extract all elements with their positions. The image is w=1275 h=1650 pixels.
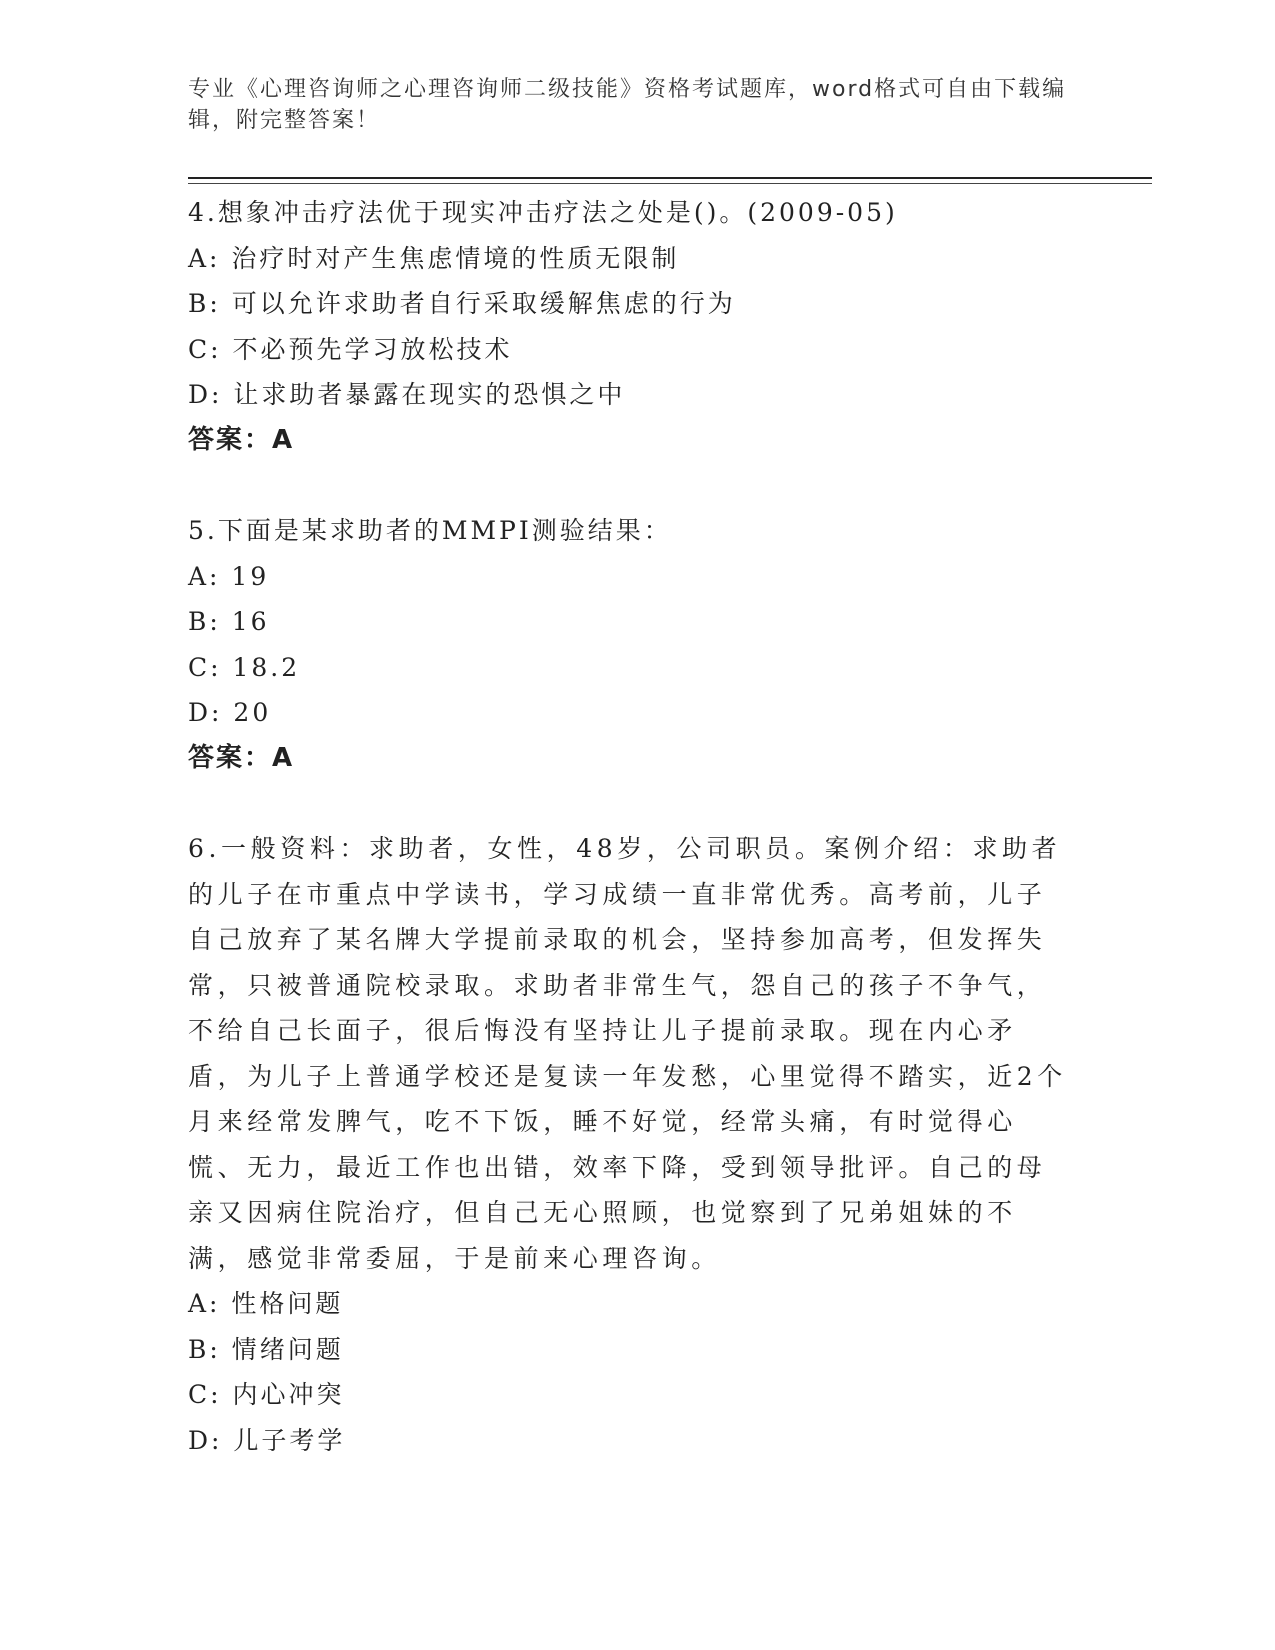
spacer [188,781,1068,826]
question-4 [188,190,1068,463]
option-b: B: 可以允许求助者自行采取缓解焦虑的行为 [188,289,736,318]
option-b: B: 16 [188,607,270,636]
header-divider-thin [188,183,1152,184]
document-header: 专业《心理咨询师之心理咨询师二级技能》资格考试题库，word格式可自由下载编辑，附完整答案！ [188,77,1067,133]
answer-label: 答案：A [188,424,295,455]
option-c: C: 18.2 [188,652,301,682]
question-list [188,190,1068,1463]
option-d: D: 让求助者暴露在现实的恐惧之中 [188,380,626,409]
option-d: D: 儿子考学 [188,1425,346,1455]
question-stem: 5.下面是某求助者的MMPI测验结果： [188,516,672,545]
option-a: A: 19 [188,561,270,591]
question-5 [188,508,1068,781]
question-stem: 4.想象冲击疗法优于现实冲击疗法之处是()。(2009-05) [188,198,898,227]
option-d: D: 20 [188,698,272,727]
option-a: A: 性格问题 [188,1289,344,1318]
option-c: C: 不必预先学习放松技术 [188,334,513,364]
question-6 [188,826,1068,1463]
option-b: B: 情绪问题 [188,1334,344,1364]
option-c: C: 内心冲突 [188,1380,345,1409]
header-divider-thick [188,177,1152,179]
question-stem: 6.一般资料：求助者，女性，48岁，公司职员。案例介绍：求助者的儿子在市重点中学读书，学习成绩一直非常优秀。高考前，儿子自己放弃了某名牌大学提前录取的机会，坚持参加高考，但发挥失常，只被普通院校录取。求助者非常生气，怨自己的孩子不争气，不给自己长面子，很后悔没有坚持让儿子提前录取。现在内心矛盾，为儿子上普通学校还是复读一年发愁，心里觉得不踏实，近2个月来经常发脾气，吃不下饭，睡不好觉，经常头痛，有时觉得心慌、无力，最近工作也出错，效率下降，受到领导批评。自己的母亲又因病住院治疗，但自己无心照顾，也觉察到了兄弟姐妹的不满，感觉非常委屈，于是前来心理咨询。 [188,834,1067,1273]
option-a: A: 治疗时对产生焦虑情境的性质无限制 [188,243,680,273]
spacer [188,463,1068,508]
answer-label: 答案：A [188,742,295,773]
